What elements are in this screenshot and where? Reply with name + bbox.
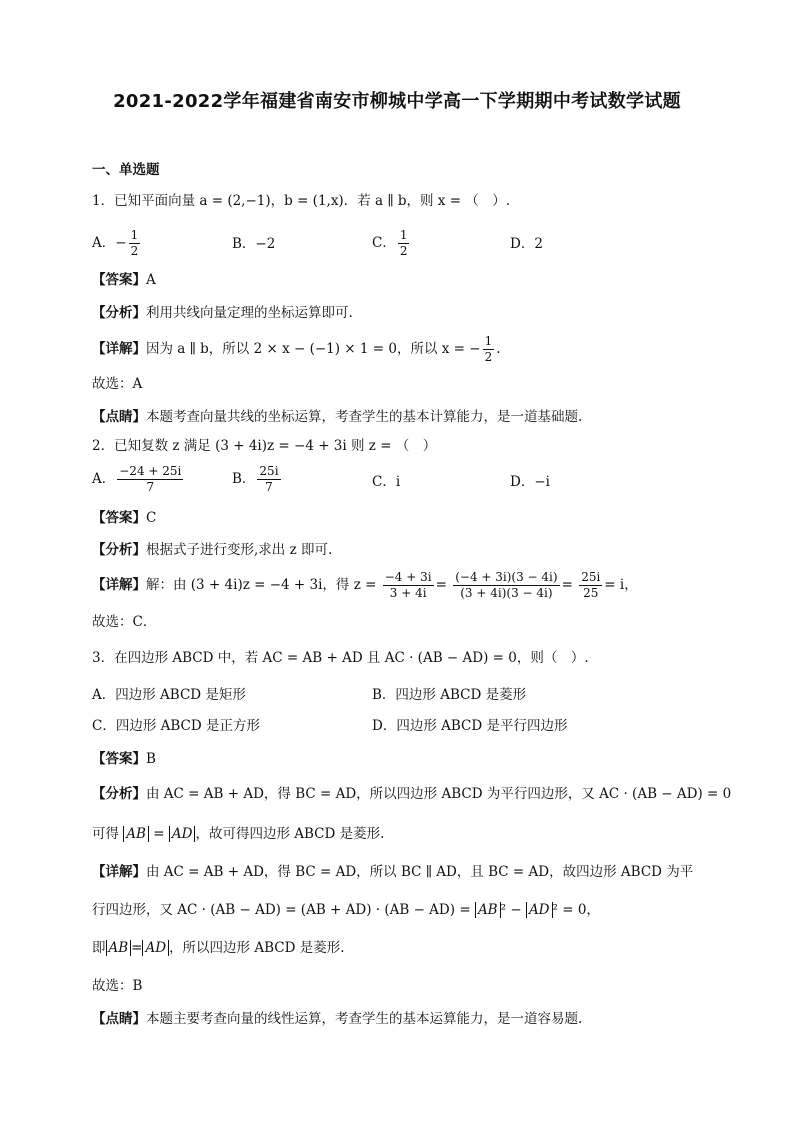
q3-analysis-line1: 【分析】由 AC = AB + AD，得 BC = AD，所以四边形 ABCD 为平行四边形，又 AC · (AB − AD) = 0 — [92, 786, 732, 802]
q3-option-c: C．四边形 ABCD 是正方形 — [92, 718, 260, 734]
q3-analysis-line2: 可得 AB = AD ，故可得四边形 ABCD 是菱形. — [92, 826, 385, 842]
q2-option-a: A． $\frac{-24 + 25i}{7}$ — [92, 464, 182, 494]
q2-option-c: C．i — [372, 474, 401, 490]
q3-detail-line2: 行四边形，又 AC · (AB − AD) = (AB + AD) · (AB − AD) = AB ² − AD ² = 0， — [92, 902, 600, 918]
q1-choose: 故选：A — [92, 376, 143, 392]
q3-choose: 故选：B — [92, 978, 143, 994]
q3-stem: 3．在四边形 ABCD 中，若 AC = AB + AD 且 AC · (AB − AD) = 0，则（ ）. — [92, 650, 589, 666]
q3-comment: 【点睛】本题主要考查向量的线性运算，考查学生的基本运算能力，是一道容易题. — [92, 1011, 583, 1027]
document-title: 2021-2022学年福建省南安市柳城中学高一下学期期中考试数学试题 — [113, 91, 681, 112]
q2-detail: 【详解】解：由 (3 + 4i)z = −4 + 3i，得 z = $\frac{-4 + 3i}{3 + 4i}$ = $\frac{(-4 + 3i)(3 - 4i)}{(3 + 4i)(3 - 4i)}$ = $\frac{25i}{25}$ = i， — [92, 570, 638, 600]
q1-detail: 【详解】因为 a ∥ b，所以 2 × x − (−1) × 1 = 0，所以 x = − $\frac{1}{2}$ . — [92, 334, 501, 364]
q2-stem: 2．已知复数 z 满足 (3 + 4i)z = −4 + 3i 则 z = （ ） — [92, 438, 437, 454]
q3-option-d: D．四边形 ABCD 是平行四边形 — [372, 718, 568, 734]
q3-option-a: A．四边形 ABCD 是矩形 — [92, 687, 246, 703]
q2-choose: 故选：C． — [92, 614, 157, 630]
q3-detail-line1: 【详解】由 AC = AB + AD，得 BC = AD，所以 BC ∥ AD，且 BC = AD，故四边形 ABCD 为平 — [92, 864, 694, 880]
q1-comment: 【点睛】本题考查向量共线的坐标运算，考查学生的基本计算能力，是一道基础题. — [92, 409, 583, 425]
q1-stem: 1．已知平面向量 a = (2,−1)，b = (1,x)．若 a ∥ b，则 x = （ ）. — [92, 193, 511, 209]
q2-analysis: 【分析】根据式子进行变形,求出 z 即可. — [92, 542, 333, 558]
q1-answer: 【答案】A — [92, 272, 156, 288]
q1-option-a: A．− $\frac{1}{2}$ — [92, 228, 139, 258]
q2-option-b: B． $\frac{25i}{7}$ — [232, 464, 279, 494]
q1-analysis: 【分析】利用共线向量定理的坐标运算即可. — [92, 305, 353, 321]
q1-option-d: D．2 — [510, 236, 543, 252]
q1-option-c: C． $\frac{1}{2}$ — [372, 228, 408, 258]
q3-answer: 【答案】B — [92, 751, 156, 767]
q3-option-b: B．四边形 ABCD 是菱形 — [372, 687, 527, 703]
q2-option-d: D．−i — [510, 474, 550, 490]
q1-option-b: B．−2 — [232, 236, 276, 252]
q3-detail-line3: 即 AB = AD ，所以四边形 ABCD 是菱形. — [92, 940, 345, 956]
section-heading: 一、单选题 — [92, 162, 160, 178]
q2-answer: 【答案】C — [92, 510, 157, 526]
